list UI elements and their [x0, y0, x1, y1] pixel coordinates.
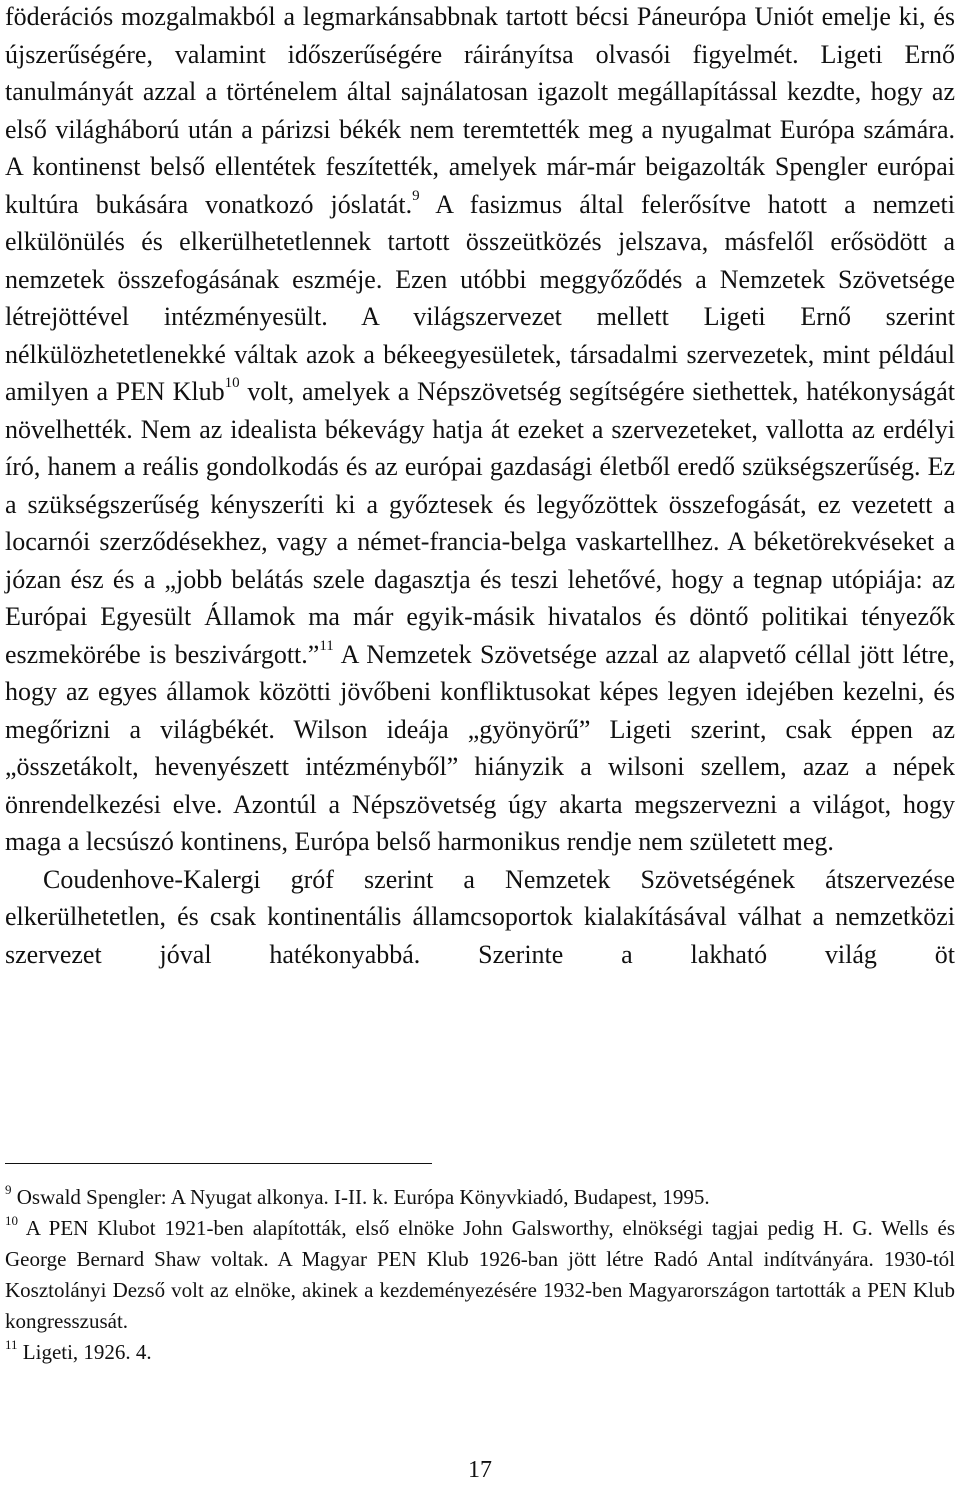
paragraph-1 [5, 0, 955, 861]
footnote-ref-11[interactable]: 11 [319, 637, 334, 654]
paragraph-1-part-1: föderációs mozgalmakból a legmarkánsabbnak tartott bécsi Páneurópa Uniót emelje ki, és újszerűségére, valamint időszerűségére ráirányítsa olvasói figyelmét. Ligeti Ernő tanulmányát azzal a történelem által sajnálatosan igazolt megállapítással kezdte, hogy az első világháború után a párizsi békék nem teremtették meg a nyugalmat Európa számára. A kontinenst belső ellentétek feszítették, amelyek már-már beigazolták Spengler európai kultúra bukására vonatkozó jóslatát. [5, 2, 955, 219]
paragraph-1-part-4: A Nemzetek Szövetsége azzal az alapvető céllal jött létre, hogy az egyes államok közötti jövőbeni konfliktusokat képes legyen idejében kezelni, és megőrizni a világbékét. Wilson ideája „gyönyörű” Ligeti szerint, csak éppen az „összetákolt, hevenyészett intézményből” hiányzik a wilsoni szellem, azaz a népek önrendelkezési elve. Azontúl a Népszövetség úgy akarta megszervezni a világot, hogy maga a lecsúszó kontinens, Európa belső harmonikus rendje nem született meg. [5, 639, 955, 856]
paragraph-2: Coudenhove-Kalergi gróf szerint a Nemzetek Szövetségének átszervezése elkerülhetetlen, és csak kontinentális államcsoportok kialakításával válhat a nemzetközi szervezet jóval hatékonyabbá. Szerinte a lakható világ öt [5, 864, 955, 969]
footnote-11 [5, 1337, 955, 1368]
footnote-10 [5, 1213, 955, 1337]
footnote-ref-9[interactable]: 9 [412, 187, 420, 204]
footnote-text: Ligeti, 1926. 4. [17, 1340, 152, 1364]
page-number: 17 [468, 1457, 492, 1483]
footnote-text: A PEN Klubot 1921-ben alapították, első elnöke John Galsworthy, elnökségi tagjai pedig H. G. Wells és George Bernard Shaw voltak. A Magyar PEN Klub 1926-ban jött létre Radó Antal indítványára. 1930-tól Kosztolányi Dezső volt az elnöke, akinek a kezdeményezésére 1932-ben Magyarországon tartották a PEN Klub kongresszusát. [5, 1216, 955, 1333]
footnote-ref-10[interactable]: 10 [224, 375, 240, 392]
footnote-number: 9 [5, 1182, 12, 1197]
body-text [5, 0, 955, 973]
footnotes [5, 1182, 955, 1368]
paragraph-1-part-2: A fasizmus által felerősítve hatott a nemzeti elkülönülés és elkerülhetetlennek tartott összeütközés jelszava, másfelől erősödött a nemzetek összefogásának eszméje. Ezen utóbbi meggyőződés a Nemzetek Szövetsége létrejöttével intézményesült. A világszervezet mellett Ligeti Ernő szerint nélkülözhetetlenekké váltak azok a békeegyesületek, társadalmi szervezetek, mint például amilyen a PEN Klub [5, 189, 955, 406]
footnote-number: 11 [5, 1337, 18, 1352]
footnote-9 [5, 1182, 955, 1213]
paragraph-1-part-3: volt, amelyek a Népszövetség segítségére siethettek, hatékonyságát növelhették. Nem az idealista békevágy hatja át ezeket a szervezeteket, vallotta az erdélyi író, hanem a reális gondolkodás és az európai gazdasági életből eredő szükségszerűség. Ez a szükségszerűség kényszeríti ki a győztesek és legyőzöttek összefogását, ez vezetett a locarnói szerződésekhez, vagy a német-francia-belga vaskartellhez. A béketörekvéseket a józan ész és a „jobb belátás szele dagasztja és teszi lehetővé, hogy a tegnap utópiája: az Európai Egyesült Államok ma már egyik-másik hivatalos és döntő politikai tényezők eszmekörébe is beszivárgott.” [5, 377, 955, 669]
footnote-text: Oswald Spengler: A Nyugat alkonya. I-II. k. Európa Könyvkiadó, Budapest, 1995. [11, 1185, 710, 1209]
footnote-separator [5, 1163, 432, 1164]
footnote-number: 10 [5, 1213, 18, 1228]
